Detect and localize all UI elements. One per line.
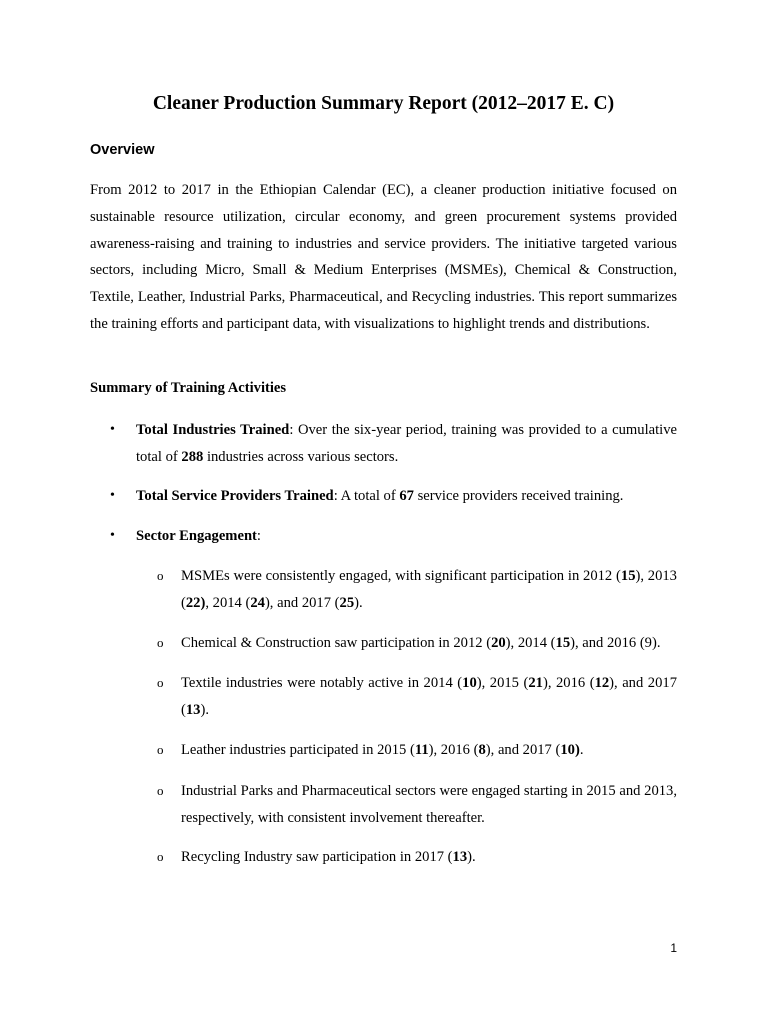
sub-bullet-marker: o bbox=[157, 635, 164, 650]
sub-item-msmes bbox=[90, 563, 677, 617]
sub-bullet-marker: o bbox=[157, 783, 164, 798]
bullet-value: 67 bbox=[399, 488, 414, 504]
sub-bullet-marker: o bbox=[157, 849, 164, 864]
bullet-text: Total Service Providers Trained: A total of 67 service providers received training. bbox=[136, 488, 624, 504]
sub-item-text: Leather industries participated in 2015 (11), 2016 (8), and 2017 (10). bbox=[181, 742, 584, 758]
sub-item-text: Textile industries were notably active in 2014 (10), 2015 (21), 2016 (12), and 2017 (13). bbox=[181, 675, 677, 718]
sub-item-text: MSMEs were consistently engaged, with significant participation in 2012 (15), 2013 (22), 2014 (24), and 2017 (25). bbox=[181, 568, 677, 611]
sub-item-text: Chemical & Construction saw participation in 2012 (20), 2014 (15), and 2016 (9). bbox=[181, 635, 661, 651]
summary-heading: Summary of Training Activities bbox=[90, 380, 287, 396]
document-page bbox=[90, 0, 677, 1024]
bullet-label: Total Industries Trained bbox=[136, 422, 290, 438]
sub-bullet-marker: o bbox=[157, 742, 164, 757]
overview-paragraph: From 2012 to 2017 in the Ethiopian Calendar (EC), a cleaner production initiative focused on sustainable resource utilization, circular economy, and green procurement systems provided awareness-raising and training to industries and service providers. The initiative targeted various sectors, including Micro, Small & Medium Enterprises (MSMEs), Chemical & Construction, Textile, Leather, Industrial Parks, Pharmaceutical, and Recycling industries. This report summarizes the training efforts and participant data, with visualizations to highlight trends and distributions. bbox=[90, 182, 677, 332]
bullet-industries-trained bbox=[90, 417, 677, 471]
bullet-text: Sector Engagement: bbox=[136, 528, 261, 544]
bullet-label: Total Service Providers Trained bbox=[136, 488, 334, 504]
sub-item-recycling bbox=[90, 844, 677, 871]
bullet-label: Sector Engagement bbox=[136, 528, 257, 544]
sub-item-text: Recycling Industry saw participation in 2017 (13). bbox=[181, 849, 476, 865]
sub-bullet-marker: o bbox=[157, 568, 164, 583]
bullet-value: 288 bbox=[181, 448, 204, 465]
sub-item-leather bbox=[90, 737, 677, 764]
bullet-sector-engagement bbox=[90, 523, 677, 550]
bullet-marker: • bbox=[110, 422, 115, 437]
bullet-service-providers bbox=[90, 483, 677, 510]
sub-item-text: Industrial Parks and Pharmaceutical sectors were engaged starting in 2015 and 2013, respectively, with consistent involvement thereafter. bbox=[181, 783, 677, 826]
report-title: Cleaner Production Summary Report (2012–2017 E. C) bbox=[152, 93, 615, 114]
sub-item-textile bbox=[90, 670, 677, 724]
page-number: 1 bbox=[670, 941, 677, 955]
bullet-text: Total Industries Trained: Over the six-year period, training was provided to a cumulative total of 288 industries across various sectors. bbox=[136, 422, 678, 465]
sub-item-industrial-parks-pharma bbox=[90, 778, 677, 832]
sub-bullet-marker: o bbox=[157, 675, 164, 690]
overview-heading: Overview bbox=[90, 142, 155, 158]
bullet-marker: • bbox=[110, 528, 115, 543]
sub-item-chemical-construction bbox=[90, 630, 677, 657]
bullet-marker: • bbox=[110, 488, 115, 503]
